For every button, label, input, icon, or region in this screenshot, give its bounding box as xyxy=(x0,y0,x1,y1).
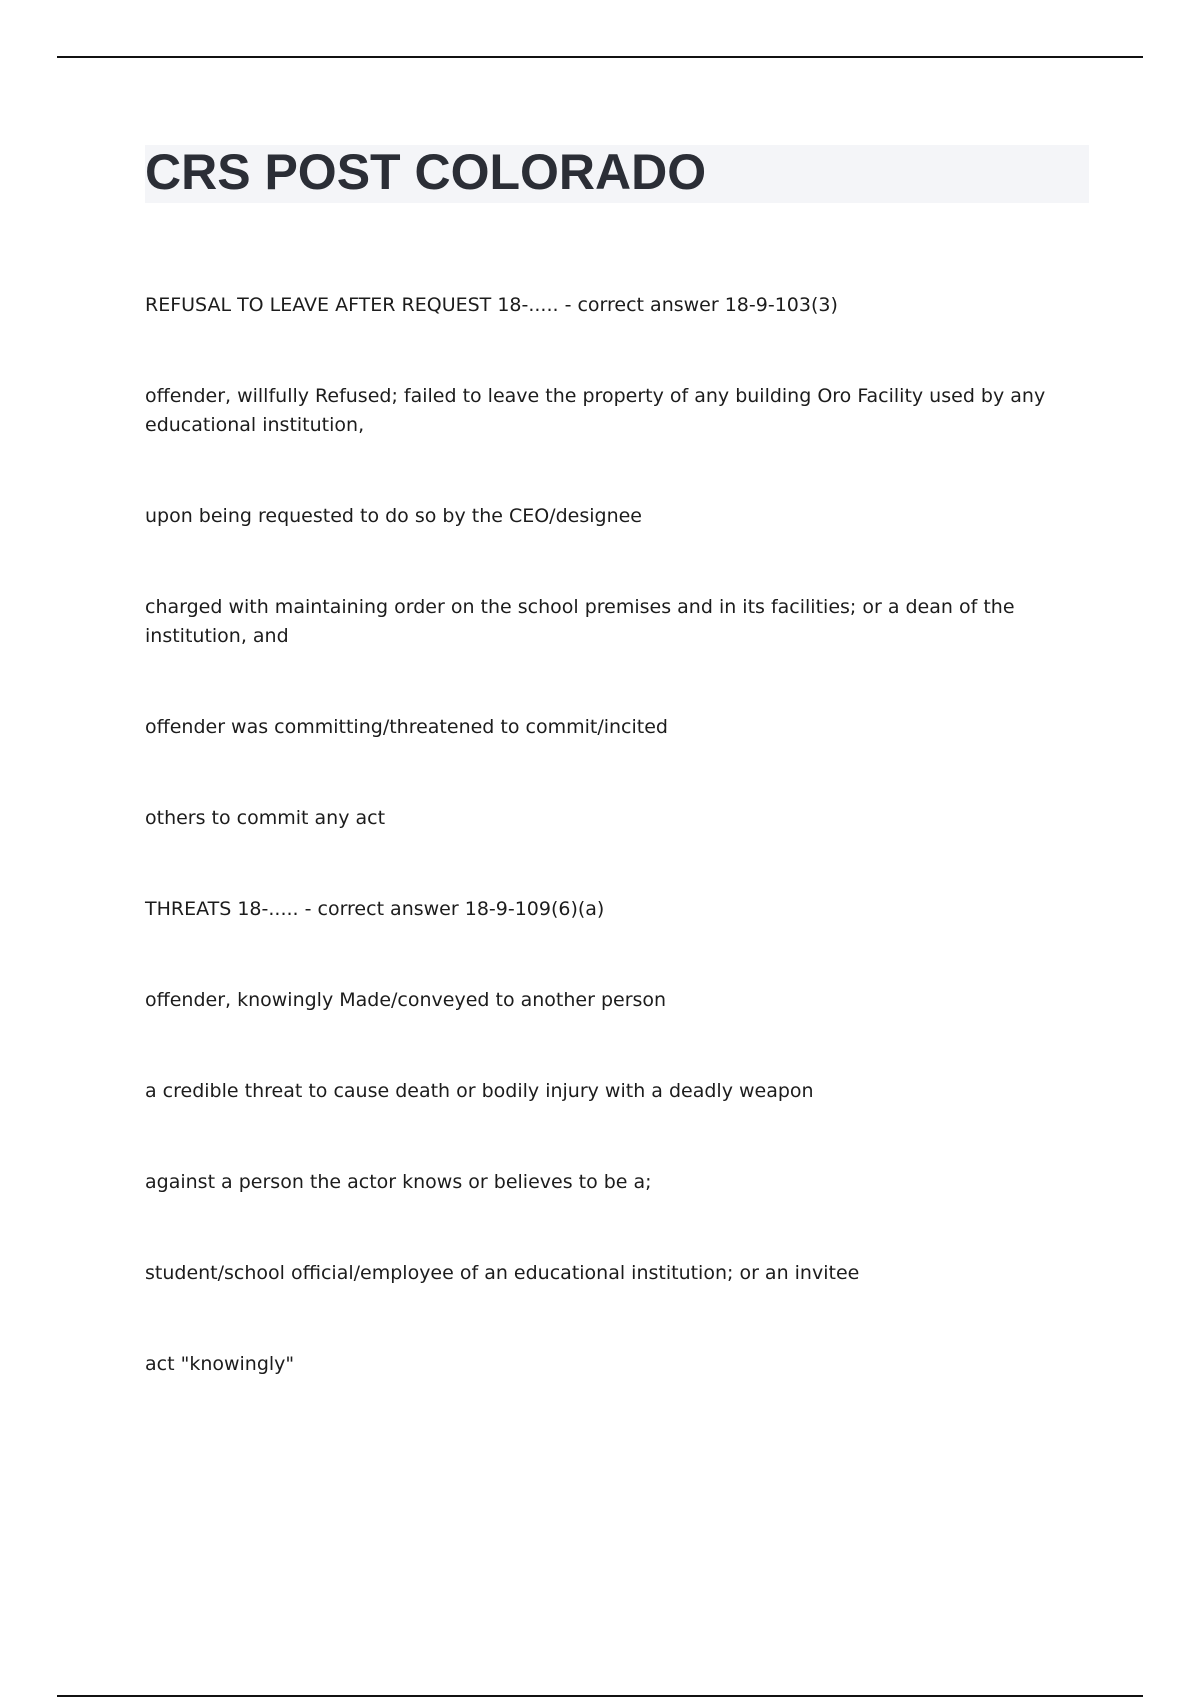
paragraph-threats-heading: THREATS 18-..... - correct answer 18-9-109(6)(a) xyxy=(145,898,605,920)
top-rule xyxy=(57,56,1143,58)
paragraph-refusal-others: others to commit any act xyxy=(145,807,386,829)
paragraph-refusal-requested: upon being requested to do so by the CEO/designee xyxy=(145,505,642,527)
paragraph-threats-offender: offender, knowingly Made/conveyed to another person xyxy=(145,989,667,1011)
document-title: CRS POST COLORADO xyxy=(145,144,707,200)
paragraph-refusal-offender: offender, willfully Refused; failed to leave the property of any building Oro Facility used by any educational institution, xyxy=(145,385,1046,436)
paragraph-refusal-committing: offender was committing/threatened to commit/incited xyxy=(145,716,668,738)
paragraph-threats-knowingly: act "knowingly" xyxy=(145,1353,295,1375)
paragraph-threats-credible: a credible threat to cause death or bodily injury with a deadly weapon xyxy=(145,1080,814,1102)
paragraph-refusal-heading: REFUSAL TO LEAVE AFTER REQUEST 18-..... - correct answer 18-9-103(3) xyxy=(145,294,838,316)
paragraph-threats-student: student/school official/employee of an educational institution; or an invitee xyxy=(145,1262,860,1284)
paragraph-threats-against: against a person the actor knows or believes to be a; xyxy=(145,1171,652,1193)
bottom-rule xyxy=(57,1695,1143,1697)
paragraph-refusal-charged: charged with maintaining order on the school premises and in its facilities; or a dean of the institution, and xyxy=(145,596,1015,647)
